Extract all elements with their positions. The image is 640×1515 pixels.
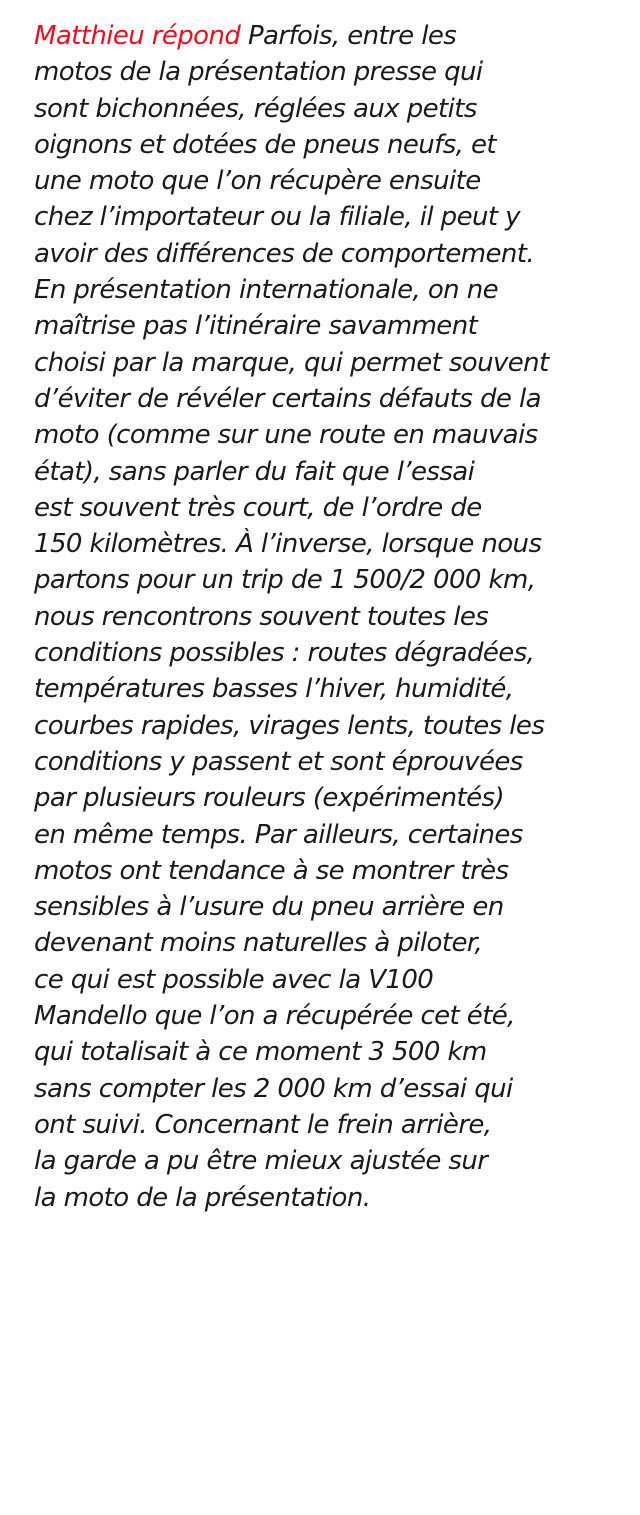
text-line: ce qui est possible avec la V100 [34,964,434,995]
text-line: d’éviter de révéler certains défauts de la [34,383,541,414]
text-line: avoir des différences de comportement. [34,238,535,269]
text-line: en même temps. Par ailleurs, certaines [34,819,523,850]
speaker-name: Matthieu répond [34,21,241,51]
first-line-text: Parfois, entre les [247,21,457,51]
text-line: 150 kilomètres. À l’inverse, lorsque nous [34,529,542,560]
text-line: ont suivi. Concernant le frein arrière, [34,1109,492,1140]
text-line: sans compter les 2 000 km d’essai qui [34,1073,513,1104]
text-line: conditions y passent et sont éprouvées [34,746,523,777]
text-line: qui totalisait à ce moment 3 500 km [34,1037,487,1068]
text-line: courbes rapides, virages lents, toutes les [34,710,545,741]
text-line: moto (comme sur une route en mauvais [34,420,538,451]
text-line: sensibles à l’usure du pneu arrière en [34,892,504,923]
text-line: Mandello que l’on a récupérée cet été, [34,1001,515,1032]
text-line: devenant moins naturelles à piloter, [34,928,483,959]
article-body [34,18,634,1216]
text-line: motos de la présentation presse qui [34,57,483,88]
text-line: est souvent très court, de l’ordre de [34,492,482,523]
text-line: motos ont tendance à se montrer très [34,855,509,886]
text-line [34,18,634,54]
text-line: nous rencontrons souvent toutes les [34,601,489,632]
text-line: une moto que l’on récupère ensuite [34,166,481,197]
text-line: températures basses l’hiver, humidité, [34,674,514,705]
text-line: En présentation internationale, on ne [34,275,498,306]
text-line: état), sans parler du fait que l’essai [34,456,475,487]
text-line: maîtrise pas l’itinéraire savamment [34,311,478,342]
text-line: conditions possibles : routes dégradées, [34,638,535,669]
text-line: la moto de la présentation. [34,1182,371,1213]
text-line: oignons et dotées de pneus neufs, et [34,129,496,160]
text-line: la garde a pu être mieux ajustée sur [34,1146,488,1177]
text-line: choisi par la marque, qui permet souvent [34,347,549,378]
text-line: partons pour un trip de 1 500/2 000 km, [34,565,536,596]
text-line: sont bichonnées, réglées aux petits [34,93,477,124]
text-line: par plusieurs rouleurs (expérimentés) [34,783,505,814]
text-line: chez l’importateur ou la filiale, il peut y [34,202,520,233]
